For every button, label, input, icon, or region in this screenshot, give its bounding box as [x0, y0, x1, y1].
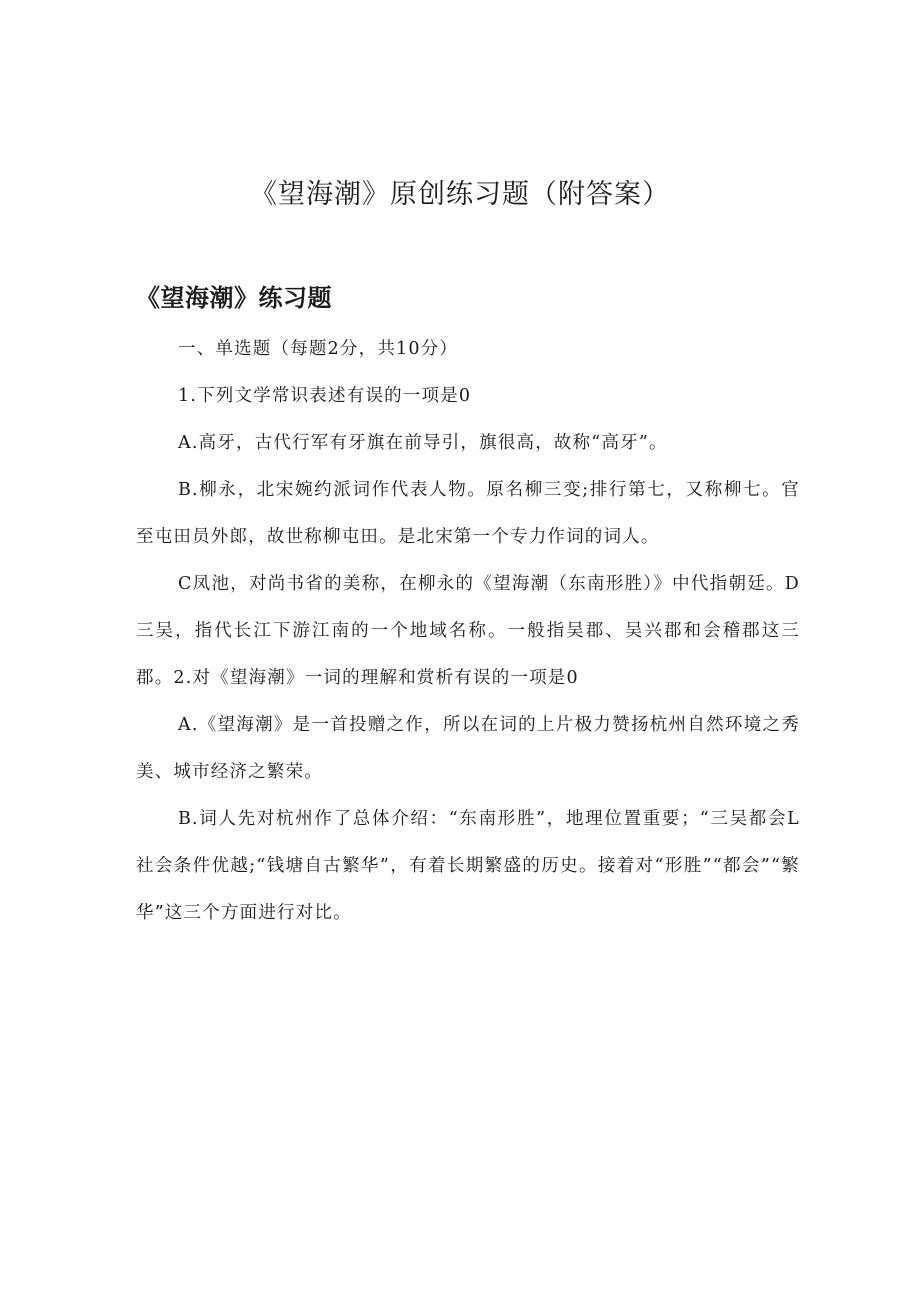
question-1-option-b: B.柳永，北宋婉约派词作代表人物。原名柳三变;排行第七，又称柳七。官至屯田员外郎，故世称柳屯田。是北宋第一个专力作词的词人。	[136, 480, 800, 547]
question-1-stem: 1.下列文学常识表述有误的一项是0	[178, 386, 472, 406]
question-2-option-b: B.词人先对杭州作了总体介绍：“东南形胜”，地理位置重要；“三吴都会L社会条件优越;“钱塘自古繁华”，有着长期繁盛的历史。接着对“形胜”“都会”“繁华”这三个方面进行对比。	[136, 809, 800, 923]
section-heading: 《望海潮》练习题	[136, 284, 332, 312]
question-2-option-a: A.《望海潮》是一首投赠之作，所以在词的上片极力赞扬杭州自然环境之秀美、城市经济之繁荣。	[136, 715, 800, 782]
question-section-header: 一、单选题（每题2分，共10分）	[178, 339, 459, 359]
question-1-options-c-d-and-question-2-stem: C凤池，对尚书省的美称，在柳永的《望海潮（东南形胜）》中代指朝廷。D三吴，指代长江下游江南的一个地域名称。一般指吴郡、吴兴郡和会稽郡这三郡。2.对《望海潮》一词的理解和赏析有误的一项是0	[136, 574, 800, 688]
document-title: 《望海潮》原创练习题（附答案）	[250, 179, 670, 210]
document-body	[136, 326, 800, 937]
question-1-option-a: A.高牙，古代行军有牙旗在前导引，旗很高，故称“高牙”。	[178, 433, 668, 453]
